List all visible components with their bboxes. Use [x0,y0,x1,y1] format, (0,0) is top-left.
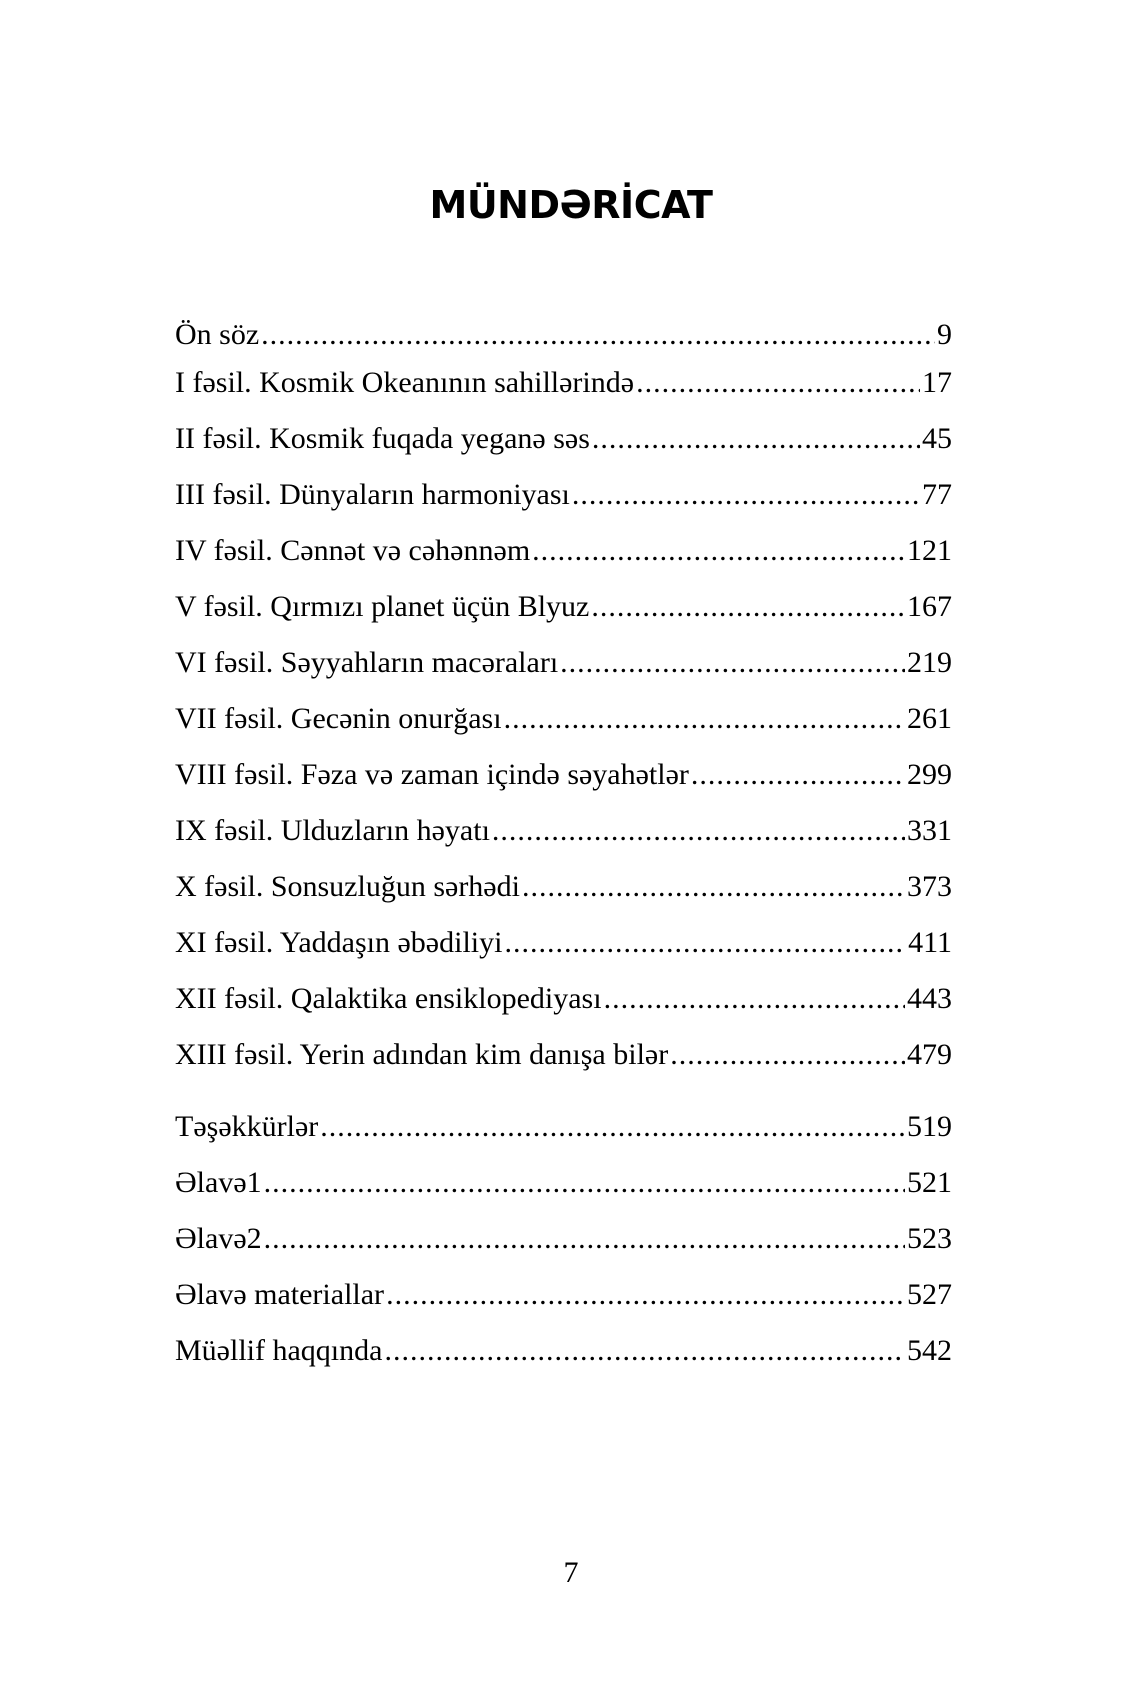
toc-chapters [175,318,952,1094]
toc-entry [175,702,952,758]
dot-leader [492,814,905,848]
toc-entry [175,1110,952,1166]
toc-entry-page: 261 [907,702,952,735]
toc-entry-page: 17 [922,366,952,399]
toc-entry-label: XII fəsil. Qalaktika ensiklopediyası [175,982,602,1015]
toc-entry-page: 77 [922,478,952,511]
toc-entry-label: Əlavə materiallar [175,1278,385,1311]
toc-entry [175,318,952,366]
table-of-contents [175,318,952,1390]
dot-leader [320,1110,905,1144]
toc-entry-page: 373 [907,870,952,903]
dot-leader [591,590,905,624]
dot-leader [522,870,905,904]
toc-entry [175,1278,952,1334]
toc-entry-page: 45 [922,422,952,455]
toc-entry [175,870,952,926]
dot-leader [670,1038,905,1072]
toc-entry-label: Müəllif haqqında [175,1334,383,1367]
toc-entry [175,982,952,1038]
dot-leader [560,646,905,680]
toc-entry-page: 9 [937,318,952,351]
toc-entry-page: 411 [908,926,952,959]
toc-entry-page: 519 [907,1110,952,1143]
toc-entry-label: XI fəsil. Yaddaşın əbədiliyi [175,926,503,959]
toc-entry-label: VI fəsil. Səyyahların macəraları [175,646,559,679]
toc-entry-page: 479 [907,1038,952,1071]
dot-leader [691,758,905,792]
toc-entry-page: 299 [907,758,952,791]
toc-entry-label: IV fəsil. Cənnət və cəhənnəm [175,534,531,567]
dot-leader [264,1166,905,1200]
dot-leader [504,702,905,736]
toc-entry-page: 219 [907,646,952,679]
toc-entry [175,534,952,590]
toc-entry-label: Əlavə2 [175,1222,262,1255]
toc-entry [175,1222,952,1278]
toc-entry-page: 443 [907,982,952,1015]
dot-leader [636,366,920,400]
toc-entry-label: IX fəsil. Ulduzların həyatı [175,814,490,847]
page-number: 7 [563,1556,579,1589]
dot-leader [384,1334,905,1368]
toc-entry-label: XIII fəsil. Yerin adından kim danışa bilər [175,1038,669,1071]
toc-entry [175,366,952,422]
toc-entry-label: Ön söz [175,318,260,351]
toc-entry [175,1334,952,1390]
toc-entry-label: Əlavə1 [175,1166,262,1199]
toc-entry [175,590,952,646]
dot-leader [592,422,920,456]
toc-entry [175,1166,952,1222]
toc-entry-page: 167 [907,590,952,623]
toc-entry-label: Təşəkkürlər [175,1110,319,1143]
toc-entry-page: 523 [907,1222,952,1255]
dot-leader [572,478,920,512]
toc-entry-page: 521 [907,1166,952,1199]
toc-entry [175,814,952,870]
toc-entry-page: 527 [907,1278,952,1311]
toc-entry-page: 542 [907,1334,952,1367]
toc-entry-label: II fəsil. Kosmik fuqada yeganə səs [175,422,590,455]
toc-entry-label: III fəsil. Dünyaların harmoniyası [175,478,570,511]
toc-entry-label: VII fəsil. Gecənin onurğası [175,702,502,735]
toc-entry [175,422,952,478]
toc-entry [175,926,952,982]
dot-leader [386,1278,905,1312]
toc-entry-page: 331 [907,814,952,847]
dot-leader [261,318,935,352]
dot-leader [532,534,905,568]
dot-leader [604,982,905,1016]
page-title: MÜNDƏRİCAT [429,183,713,227]
toc-entry-label: V fəsil. Qırmızı planet üçün Blyuz [175,590,590,623]
toc-entry-label: I fəsil. Kosmik Okeanının sahillərində [175,366,635,399]
toc-entry-label: X fəsil. Sonsuzluğun sərhədi [175,870,520,903]
toc-entry [175,478,952,534]
toc-back-matter [175,1110,952,1390]
toc-entry [175,758,952,814]
dot-leader [504,926,906,960]
toc-entry [175,1038,952,1094]
toc-entry [175,646,952,702]
dot-leader [264,1222,905,1256]
toc-entry-page: 121 [907,534,952,567]
toc-entry-label: VIII fəsil. Fəza və zaman içində səyahətlər [175,758,689,791]
